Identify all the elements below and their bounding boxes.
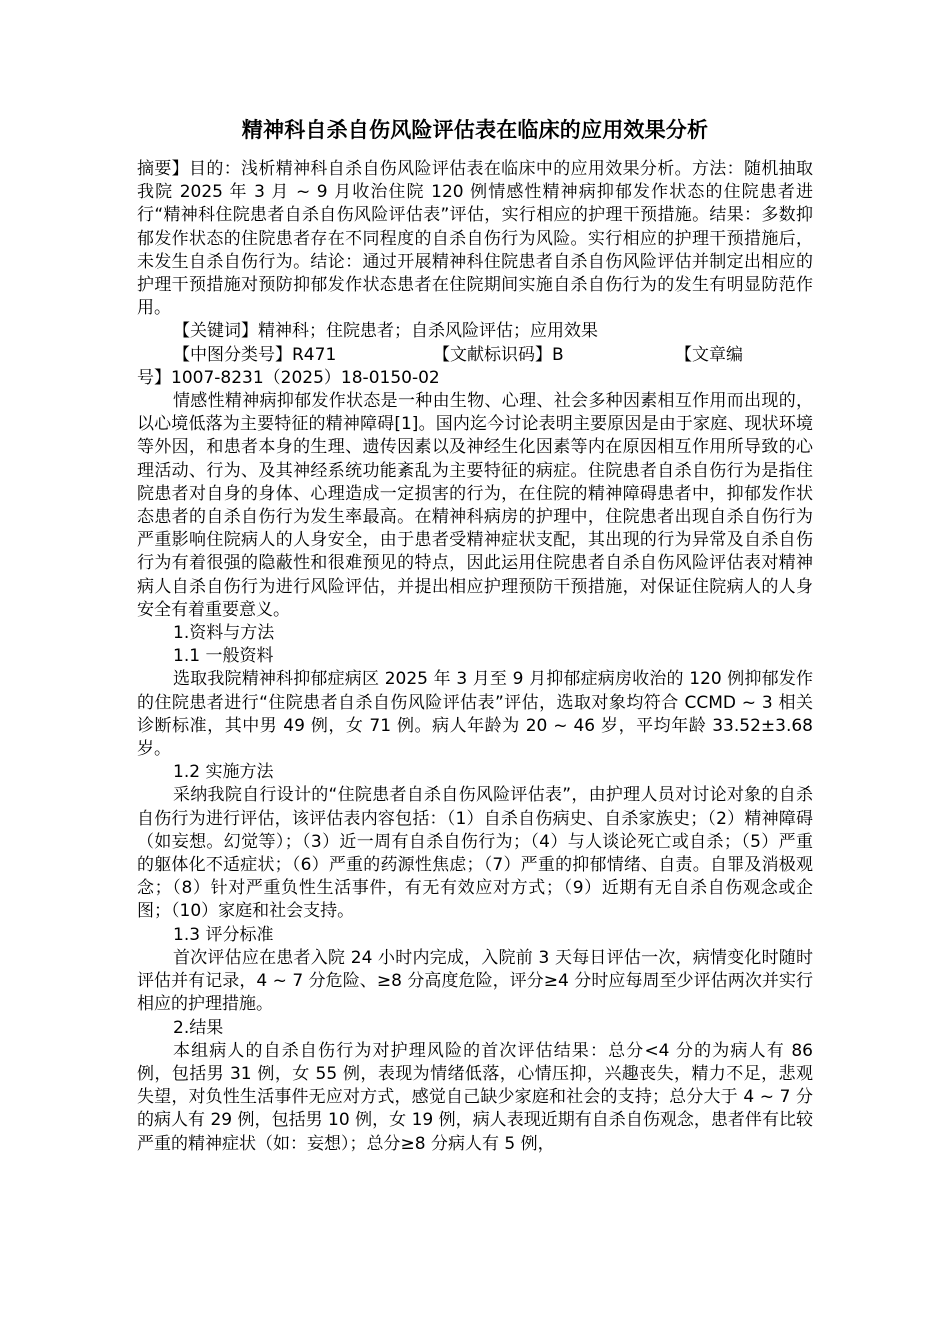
section-1-2-paragraph: 采纳我院自行设计的“住院患者自杀自伤风险评估表”，由护理人员对讨论对象的自杀自伤行为进行评估，该评估表内容包括：（1）自杀自伤病史、自杀家族史；（2）精神障碍（如妄想。幻觉等）；（3）近一周有自杀自伤行为；（4）与人谈论死亡或自杀；（5）严重的躯体化不适症状；（6）严重的药源性焦虑；（7）严重的抑郁情绪、自责。自罪及消极观念；（8）针对严重负性生活事件，有无有效应对方式；（9）近期有无自杀自伤观念或企图；（10）家庭和社会支持。	[137, 785, 813, 922]
section-heading-1-3: 1.3 评分标准	[173, 924, 274, 945]
section-1-3-paragraph: 首次评估应在患者入院 24 小时内完成，入院前 3 天每日评估一次，病情变化时随时评估并有记录，4 ~ 7 分危险、≥8 分高度危险，评分≥4 分时应每周至少评估两次并实行相应的护理措施。	[137, 947, 813, 1015]
keywords-line: 【关键词】精神科；住院患者；自杀风险评估；应用效果	[173, 321, 598, 342]
document-title: 精神科自杀自伤风险评估表在临床的应用效果分析	[241, 118, 709, 142]
abstract-paragraph: 摘要】目的：浅析精神科自杀自伤风险评估表在临床中的应用效果分析。方法：随机抽取我院 2025 年 3 月 ~ 9 月收治住院 120 例情感性精神病抑郁发作状态的住院患者进行“精神科住院患者自杀自伤风险评估表”评估，实行相应的护理干预措施。结果：多数抑郁发作状态的住院患者存在不同程度的自杀自伤行为风险。实行相应的护理干预措施后，未发生自杀自伤行为。结论：通过开展精神科住院患者自杀自伤风险评估并制定出相应的护理干预措施对预防抑郁发作状态患者在住院期间实施自杀自伤行为的发生有明显防范作用。	[137, 159, 813, 319]
document-page	[137, 112, 813, 1156]
section-heading-1: 1.资料与方法	[173, 623, 275, 644]
classification-row	[137, 344, 813, 367]
section-heading-2: 2.结果	[173, 1017, 224, 1038]
section-heading-1-2: 1.2 实施方法	[173, 762, 274, 783]
intro-paragraph: 情感性精神病抑郁发作状态是一种由生物、心理、社会多种因素相互作用而出现的，以心境低落为主要特征的精神障碍[1]。国内迄今讨论表明主要原因是由于家庭、现状环境等外因，和患者本身的生理、遗传因素以及神经生化因素等内在原因相互作用所导致的心理活动、行为、及其神经系统功能紊乱为主要特征的病症。住院患者自杀自伤行为是指住院患者对自身的身体、心理造成一定损害的行为，在住院的精神障碍患者中，抑郁发作状态患者的自杀自伤行为发生率最高。在精神科病房的护理中，住院患者出现自杀自伤行为严重影响住院病人的人身安全，由于患者受精神症状支配，其出现的行为异常及自杀自伤行为有着很强的隐蔽性和很难预见的特点，因此运用住院患者自杀自伤风险评估表对精神病人自杀自伤行为进行风险评估，并提出相应护理预防干预措施，对保证住院病人的人身安全有着重要意义。	[137, 391, 813, 620]
section-1-1-paragraph: 选取我院精神科抑郁症病区 2025 年 3 月至 9 月抑郁症病房收治的 120 例抑郁发作的住院患者进行“住院患者自杀自伤风险评估表”评估，选取对象均符合 CCMD ~ 3 相关诊断标准，其中男 49 例，女 71 例。病人年龄为 20 ~ 46 岁，平均年龄 33.52±3.68 岁。	[137, 669, 813, 760]
section-2-paragraph: 本组病人的自杀自伤行为对护理风险的首次评估结果：总分<4 分的为病人有 86 例，包括男 31 例，女 55 例，表现为情绪低落，心情压抑，兴趣丧失，精力不足，悲观失望，对负性生活事件无应对方式，感觉自己缺少家庭和社会的支持；总分大于 4 ~ 7 分的病人有 29 例，包括男 10 例，女 19 例，病人表现近期有自杀自伤观念，患者伴有比较严重的精神症状（如：妄想）；总分≥8 分病人有 5 例，	[137, 1040, 813, 1154]
clc-number: 【中图分类号】R471	[173, 344, 337, 365]
section-heading-1-1: 1.1 一般资料	[173, 646, 274, 667]
document-code: 【文献标识码】B	[433, 344, 564, 365]
article-number-label: 【文章编	[675, 344, 743, 365]
article-number: 号】1007-8231（2025）18-0150-02	[137, 367, 440, 388]
